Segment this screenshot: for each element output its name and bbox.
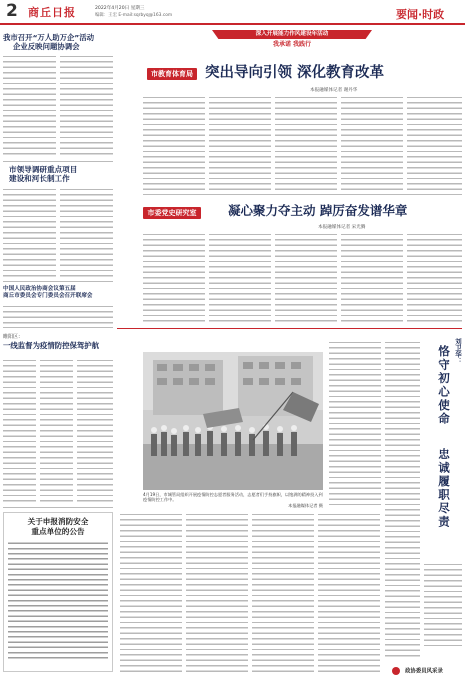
column-title: 恪守初心使命 [437, 345, 451, 426]
left-article-3-body [3, 304, 113, 324]
left-article-1-body [60, 54, 113, 158]
feature2-byline: 本报融媒体记者 宋光腾 [318, 225, 366, 230]
feature1-body [275, 95, 337, 190]
feature1-tag: 市教育体育局 [147, 68, 197, 80]
column-body [329, 340, 381, 508]
footer-logo-icon [392, 667, 400, 675]
feature2-body [209, 232, 271, 324]
headline-line: 建设和河长制工作 [9, 174, 70, 183]
left-article-4-body [77, 358, 113, 503]
divider [3, 507, 113, 508]
feature1-byline: 本报融媒体记者 谢丹华 [310, 88, 358, 93]
column-footer [392, 660, 462, 675]
photo [143, 352, 323, 490]
feature2-body [407, 232, 462, 324]
section-label: 要闻·时政 [396, 8, 445, 21]
photo-image [143, 352, 323, 490]
headline-tag: 睢阳区： [3, 334, 24, 340]
headline-line: 中国人民政治协商会议第五届 [3, 286, 76, 292]
bottom-article-body [186, 512, 248, 672]
banner-subtitle: 我承诺 我践行 [272, 41, 312, 48]
headline-line: 商丘市委员会专门委员会召开联席会 [3, 293, 93, 299]
feature2-body [275, 232, 337, 324]
left-article-2-body [60, 187, 113, 277]
page-number: 2 [6, 1, 18, 21]
divider [3, 327, 113, 328]
feature2-title: 凝心聚力夺主动 踔厉奋发谱华章 [228, 203, 408, 218]
left-article-4-body [3, 358, 36, 503]
footer-label: 政协委员风采录 [405, 668, 443, 675]
headline-line: 我市召开“万人助万企”活动 [3, 33, 95, 42]
column-body [424, 562, 462, 650]
notice-title: 关于申报消防安全 [27, 517, 89, 526]
feature2-body [143, 232, 205, 324]
bottom-article-body [318, 512, 380, 672]
notice-title: 重点单位的公告 [31, 527, 85, 536]
banner [117, 30, 462, 50]
paper-name: 商丘日报 [28, 6, 76, 19]
photo-caption [143, 492, 323, 508]
headline-line: 企业反映问题协调会 [13, 42, 80, 51]
left-article-1-headline [3, 33, 113, 51]
left-article-2-headline [3, 165, 113, 183]
left-article-4-headline [3, 334, 113, 351]
divider [3, 281, 113, 282]
left-article-3-headline [3, 286, 113, 300]
feature1-title: 突出导向引领 深化教育改革 [205, 64, 385, 81]
left-article-2-body [3, 187, 56, 277]
banner-title: 深入开展能力作风建设年活动 [255, 31, 329, 37]
left-article-4-body [40, 358, 73, 503]
bottom-article-body [252, 512, 314, 672]
headline-line: 市领导调研重点项目 [9, 165, 78, 174]
notice-box [3, 512, 113, 672]
feature2-body [341, 232, 403, 324]
left-article-1-body [3, 54, 56, 158]
caption-credit: 本报融媒体记者 摄 [288, 502, 323, 508]
feature1-body [341, 95, 403, 190]
issue-date: 2022年4月20日 星期三 [95, 6, 145, 11]
feature1-body [407, 95, 462, 190]
bottom-article-body [120, 512, 182, 672]
column-title: 忠诚履职尽责 [437, 448, 451, 529]
divider [3, 161, 113, 162]
feature1-body [209, 95, 271, 190]
divider [143, 194, 462, 195]
caption-text: 4月19日，市城管局组织开展疫情防控志愿者服务活动，志愿者们手持旗帜，以饱满的精神投入到疫情防控工作中。 [143, 492, 323, 503]
section-rule [117, 328, 462, 329]
notice-body [8, 541, 108, 659]
column-body [385, 340, 420, 660]
masthead-rule [0, 23, 465, 25]
column-author: 刘卫华： [454, 338, 462, 364]
feature2-tag: 市委党史研究室 [143, 207, 201, 219]
editor-line: 编辑：王宏 E-mail:sqrbyq@163.com [95, 13, 173, 18]
feature1-body [143, 95, 205, 190]
headline-line: 一线监督为疫情防控保驾护航 [3, 341, 100, 350]
